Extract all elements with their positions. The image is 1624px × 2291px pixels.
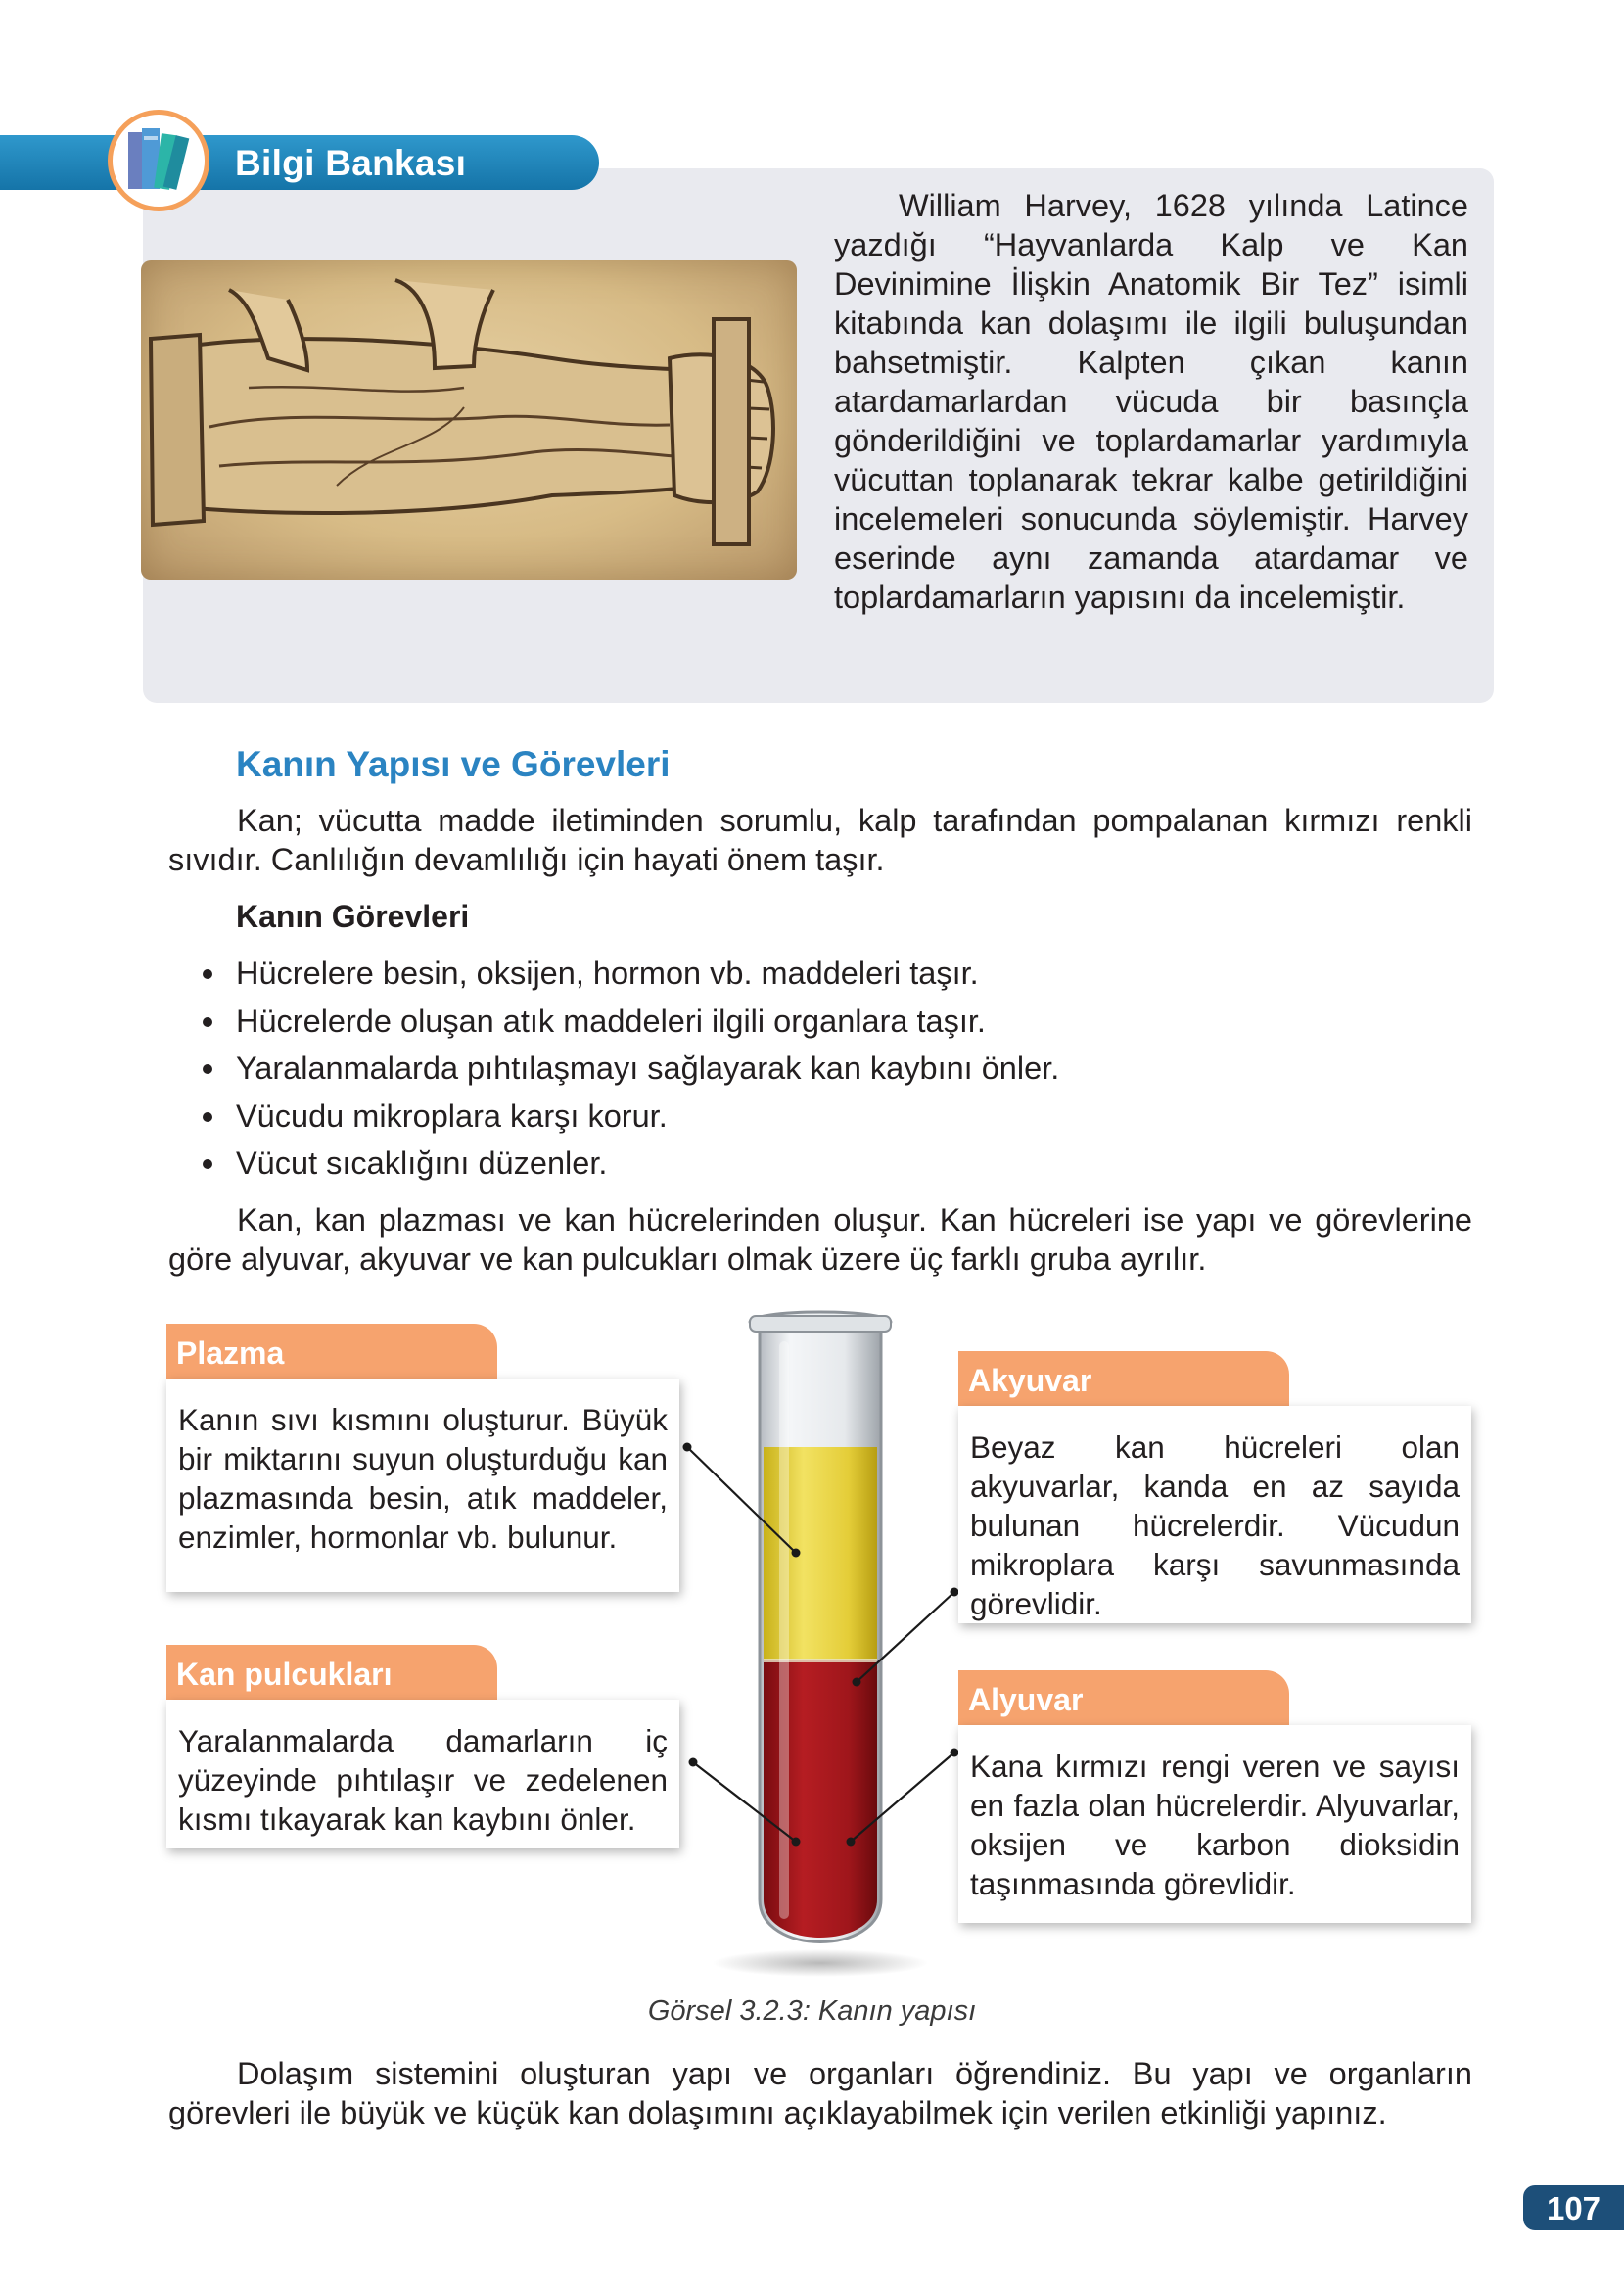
list-item: Vücut sıcaklığını düzenler.	[236, 1140, 1059, 1188]
figure-caption: Görsel 3.2.3: Kanın yapısı	[647, 1995, 977, 2027]
list-item: Yaralanmalarda pıhtılaşmayı sağlayarak kan kaybını önler.	[236, 1045, 1059, 1093]
plazma-label: Plazma	[166, 1324, 497, 1379]
plazma-card: Kanın sıvı kısmını oluşturur. Büyük bir miktarını suyun oluşturduğu kan plazmasında besin, atık maddeler, enzimler, hormonlar vb. bulunur.	[166, 1379, 679, 1592]
closing-paragraph: Dolaşım sistemini oluşturan yapı ve organları öğrendiniz. Bu yapı ve organların görevleri ile büyük ve küçük kan dolaşımını açıklayabilmek için verilen etkinliği yapınız.	[168, 2056, 1472, 2130]
akyuvar-card: Beyaz kan hücreleri olan akyuvarlar, kanda en az sayıda bulunan hücrelerdir. Vücudun mikroplara karşı savunmasında görevlidir.	[958, 1406, 1471, 1623]
kan-pulcuklari-card: Yaralanmalarda damarların iç yüzeyinde pıhtılaşır ve zedelenen kısmı tıkayarak kan kaybını önler.	[166, 1700, 679, 1848]
alyuvar-label: Alyuvar	[958, 1670, 1289, 1725]
list-item: Hücrelerde oluşan atık maddeleri ilgili organlara taşır.	[236, 998, 1059, 1046]
page-number: 107	[1523, 2185, 1624, 2230]
duties-title: Kanın Görevleri	[236, 899, 470, 934]
info-box-title: Bilgi Bankası	[235, 143, 467, 183]
list-item: Hücrelere besin, oksijen, hormon vb. maddeleri taşır.	[236, 950, 1059, 998]
section-title: Kanın Yapısı ve Görevleri	[236, 744, 671, 784]
kan-pulcuklari-label: Kan pulcukları	[166, 1645, 497, 1700]
akyuvar-label: Akyuvar	[958, 1351, 1289, 1406]
alyuvar-card: Kana kırmızı rengi veren ve sayısı en fazla olan hücrelerdir. Alyuvarlar, oksijen ve karbon dioksidin taşınmasında görevlidir.	[958, 1725, 1471, 1923]
list-item: Vücudu mikroplara karşı korur.	[236, 1093, 1059, 1141]
composition-paragraph: Kan, kan plazması ve kan hücrelerinden oluşur. Kan hücreleri ise yapı ve görevlerine göre alyuvar, akyuvar ve kan pulcukları olmak üzere üç farklı gruba ayrılır.	[168, 1202, 1472, 1277]
info-box-text: William Harvey, 1628 yılında Latince yazdığı “Hayvanlarda Kalp ve Kan Devinimine İlişkin Anatomik Bir Tez” isimli kitabında kan dolaşımı ile ilgili buluşundan bahsetmiştir. Kalpten çıkan kanın atardamarlardan vücuda bir basınçla gönderildiğini ve toplardamarlar yardımıyla vücuttan toplanarak tekrar kalbe getirildiğini incelemeleri sonucunda söylemiştir. Harvey eserinde aynı zamanda atardamar ve toplardamarların yapısını da incelemiştir.	[834, 188, 1468, 615]
intro-paragraph: Kan; vücutta madde iletiminden sorumlu, kalp tarafından pompalanan kırmızı renkli sıvıdır. Canlılığın devamlılığı için hayati önem taşır.	[168, 803, 1472, 877]
